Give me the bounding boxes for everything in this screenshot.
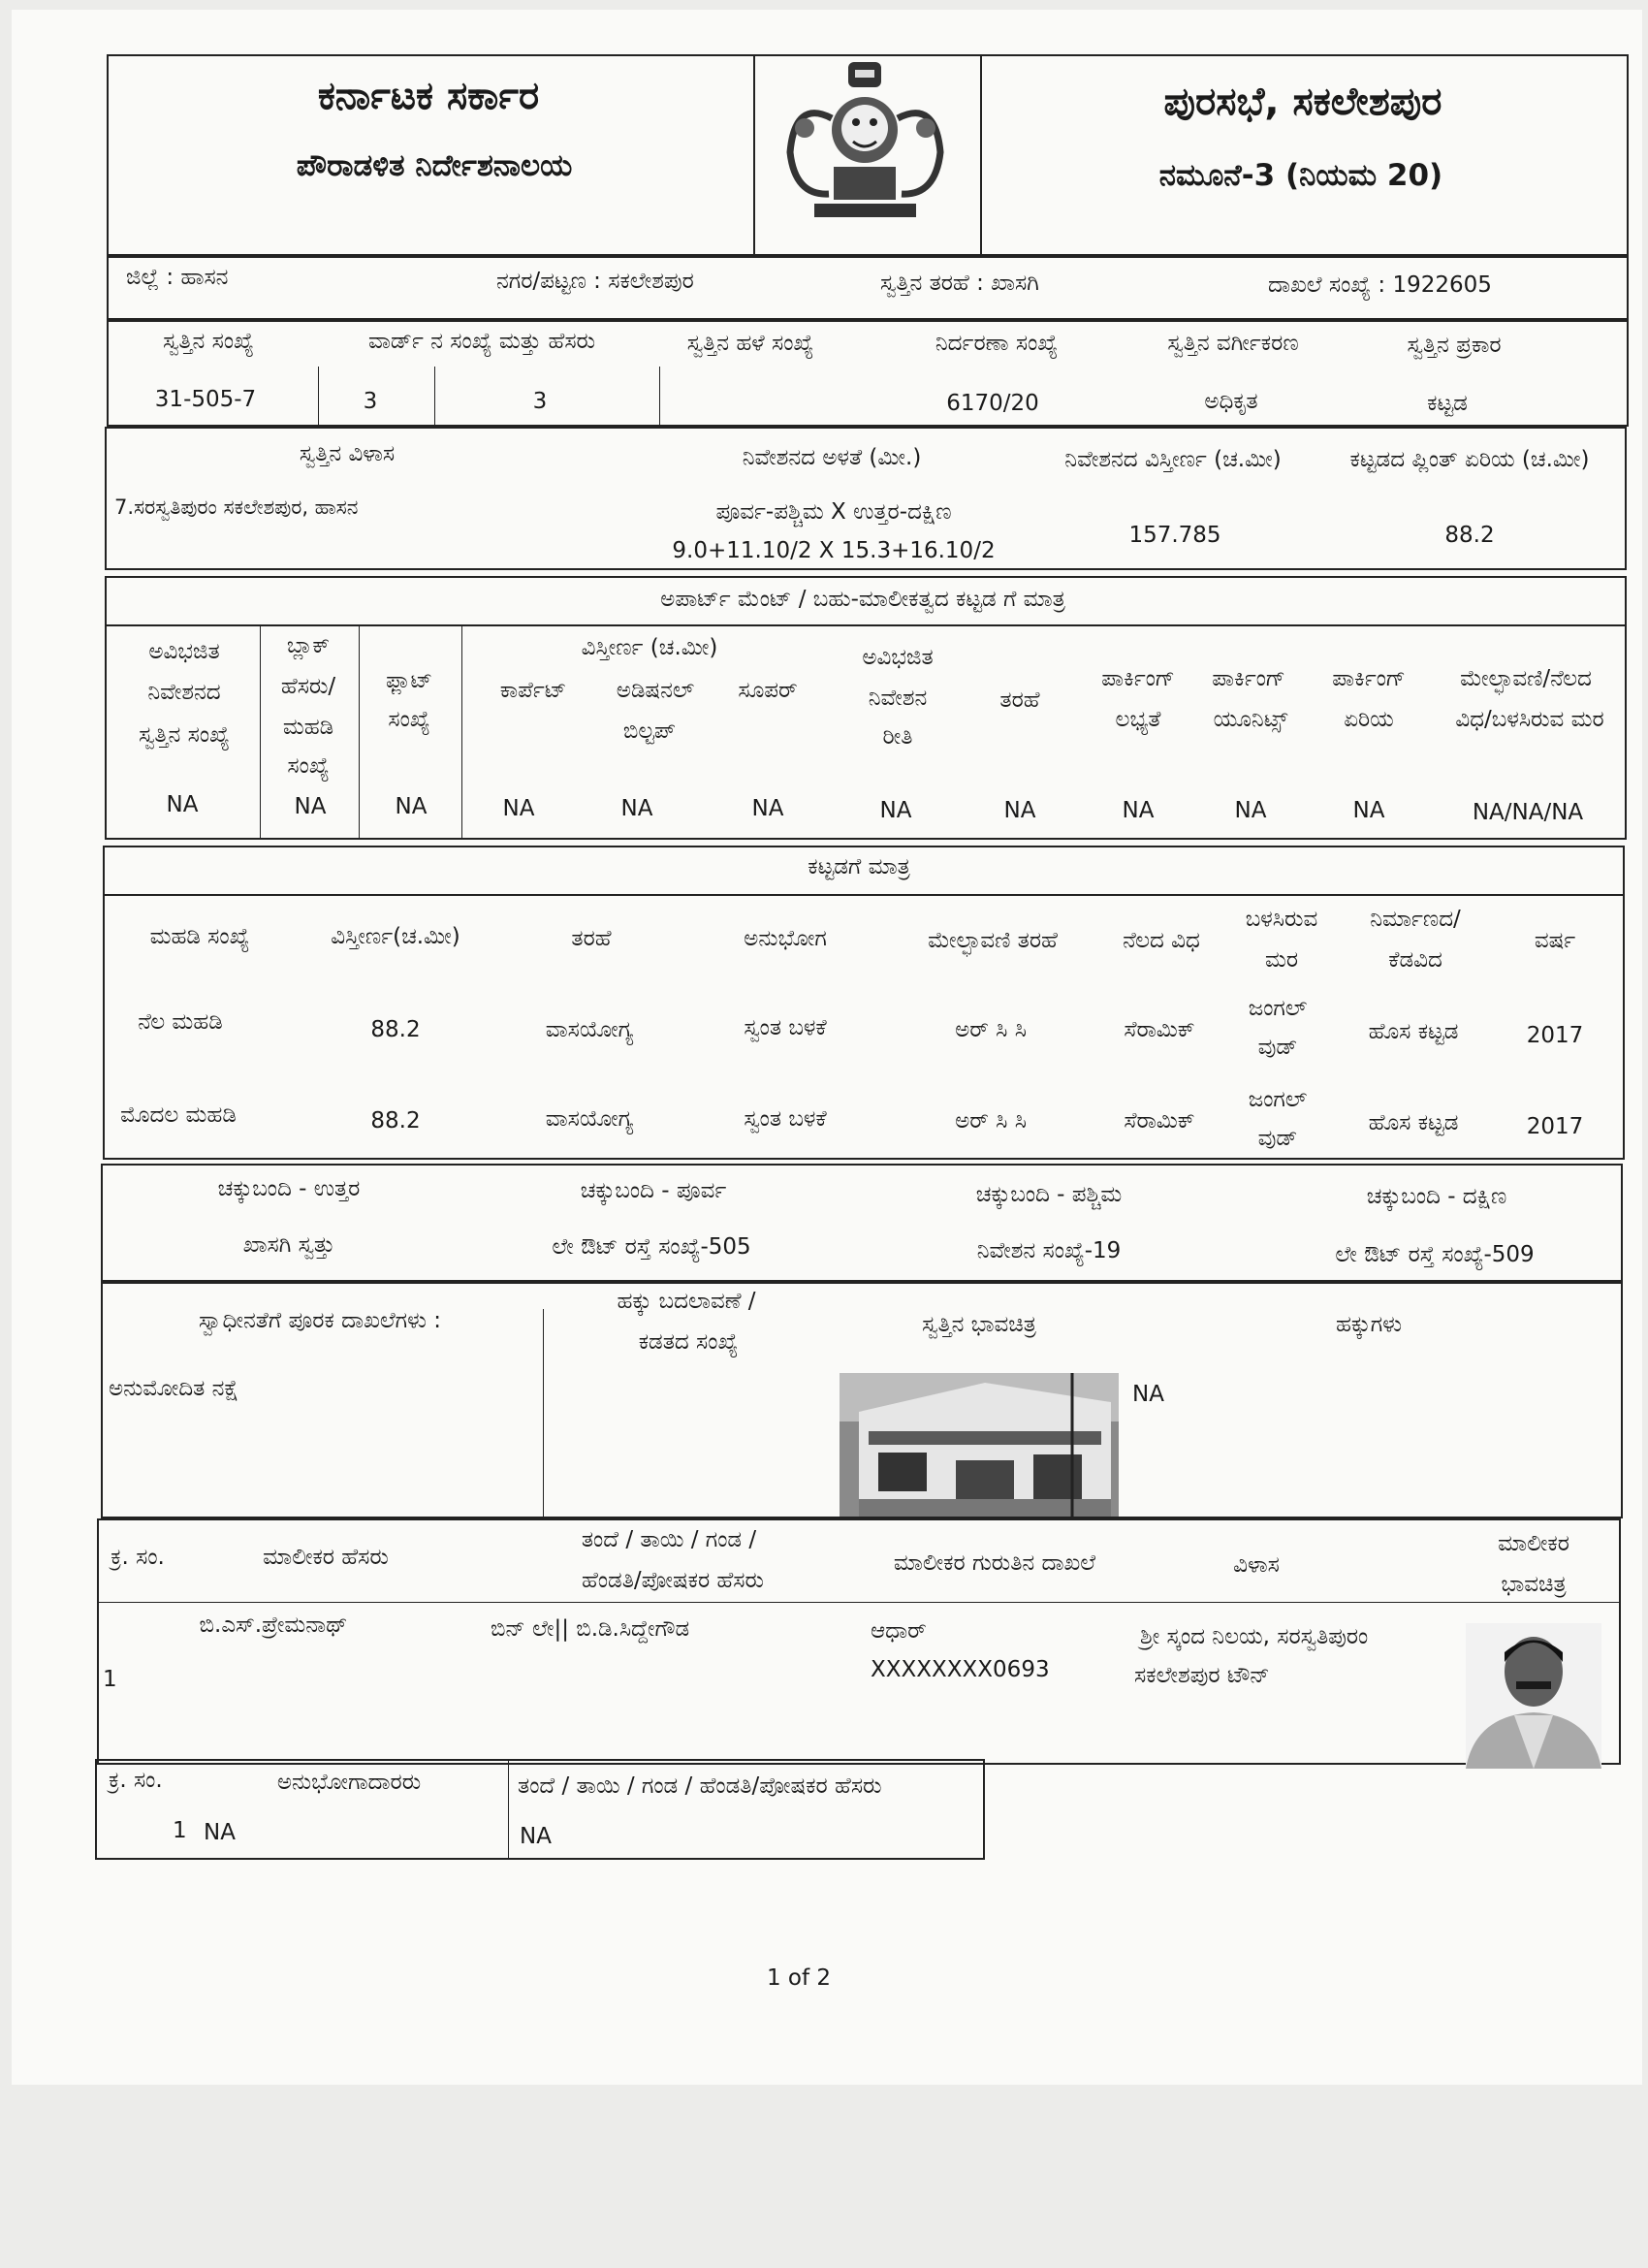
boundary-west: ನಿವೇಶನ ಸಂಖ್ಯೆ-19	[976, 1238, 1122, 1263]
construction-header-line1: ನಿರ್ಮಾಣದ/	[1370, 907, 1461, 932]
floor-2-area: 88.2	[370, 1108, 421, 1134]
apt-value-6: NA	[751, 796, 784, 821]
usage-header: ಅನುಭೋಗ	[744, 926, 827, 951]
floor-2-flooring: ಸೆರಾಮಿಕ್	[1124, 1108, 1195, 1134]
floor-2-wood-line2: ವುಡ್	[1257, 1126, 1298, 1151]
apt-type: ತರಹೆ	[999, 687, 1040, 713]
address-header: ಸ್ವತ್ತಿನ ವಿಳಾಸ	[299, 441, 396, 466]
rights-header: ಹಕ್ಕುಗಳು	[1335, 1312, 1403, 1337]
property-type-field: ಸ್ವತ್ತಿನ ತರಹೆ : ಖಾಸಗಿ	[880, 271, 1039, 296]
owner-address-header: ವಿಳಾಸ	[1233, 1552, 1280, 1578]
floor-1: ನೆಲ ಮಹಡಿ	[138, 1009, 223, 1035]
government-title: ಕರ್ನಾಟಕ ಸರ್ಕಾರ	[317, 74, 540, 118]
assessment-number-header: ನಿರ್ದರಣಾ ಸಂಖ್ಯೆ	[935, 331, 1059, 356]
mutation-header-line1: ಹಕ್ಕು ಬದಲಾವಣೆ /	[617, 1289, 756, 1314]
apt-col2-line1: ಬ್ಲಾಕ್	[286, 633, 331, 658]
ward-header: ವಾರ್ಡ್ ನ ಸಂಖ್ಯೆ ಮತ್ತು ಹೆಸರು	[367, 329, 596, 354]
boundary-north: ಖಾಸಗಿ ಸ್ವತ್ತು	[242, 1232, 335, 1258]
apt-value-11: NA	[1352, 798, 1385, 823]
apt-value-8: NA	[1003, 798, 1036, 823]
apt-col10-line1: ಪಾರ್ಕಿಂಗ್	[1212, 666, 1285, 691]
owner-name: ಬಿ.ಎಸ್.ಪ್ರೇಮನಾಥ್	[199, 1613, 348, 1638]
ward-number: 3	[363, 389, 378, 414]
form-number: ನಮೂನೆ-3 (ನಿಯಮ 20)	[1158, 158, 1443, 193]
plinth-area-value: 88.2	[1444, 523, 1495, 548]
owner-sl: 1	[103, 1667, 117, 1692]
apt-super: ಸೂಪರ್	[738, 678, 798, 703]
apt-value-3: NA	[395, 794, 428, 819]
owner-photo-header-line1: ಮಾಲೀಕರ	[1498, 1531, 1569, 1556]
floor-1-roof: ಅರ್ ಸಿ ಸಿ	[955, 1017, 1027, 1042]
owner-address-line1: ಶ್ರೀ ಸ್ಕಂದ ನಿಲಯ, ಸರಸ್ವತಿಪುರಂ	[1140, 1624, 1369, 1649]
boundary-south-header: ಚಕ್ಕುಬಂದಿ - ದಕ್ಷಿಣ	[1366, 1184, 1507, 1209]
flooring-header: ನೆಲದ ವಿಧ	[1123, 928, 1200, 953]
floor-1-wood-line2: ವುಡ್	[1257, 1035, 1298, 1060]
occupant-name-header: ಅನುಭೋಗಾದಾರರು	[276, 1770, 422, 1795]
floor-1-year: 2017	[1526, 1023, 1584, 1048]
owner-father-header-line2: ಹೆಂಡತಿ/ಪೋಷಕರ ಹೆಸರು	[582, 1568, 764, 1593]
plinth-area-header: ಕಟ್ಟಡದ ಪ್ಲಿಂತ್ ಏರಿಯ (ಚ.ಮೀ)	[1349, 447, 1590, 472]
apt-col10-line2: ಯೂನಿಟ್ಸ್	[1213, 707, 1288, 732]
old-number-header: ಸ್ವತ್ತಿನ ಹಳೆ ಸಂಖ್ಯೆ	[686, 331, 814, 356]
apt-col9-line1: ಪಾರ್ಕಿಂಗ್	[1101, 666, 1175, 691]
apt-col11-line1: ಪಾರ್ಕಿಂಗ್	[1332, 666, 1406, 691]
property-kind-value: ಕಟ್ಟಡ	[1427, 391, 1468, 416]
floor-1-status: ಹೊಸ ಕಟ್ಟಡ	[1368, 1019, 1459, 1044]
assessment-number: 6170/20	[946, 391, 1039, 416]
floor-header: ಮಹಡಿ ಸಂಖ್ಯೆ	[149, 924, 250, 949]
owner-photo	[1466, 1623, 1601, 1769]
ward-name: 3	[532, 389, 548, 414]
apt-area-group: ವಿಸ್ತೀರ್ಣ (ಚ.ಮೀ)	[581, 635, 718, 660]
apt-value-10: NA	[1234, 798, 1267, 823]
boundary-east-header: ಚಕ್ಕುಬಂದಿ - ಪೂರ್ವ	[580, 1178, 727, 1203]
apt-col3-line2: ಸಂಖ್ಯೆ	[388, 707, 430, 732]
boundary-west-header: ಚಕ್ಕುಬಂದಿ - ಪಶ್ಚಿಮ	[975, 1182, 1123, 1207]
wood-header-line2: ಮರ	[1264, 947, 1299, 973]
type-header: ತರಹೆ	[571, 926, 612, 951]
dimension-label: ಪೂರ್ವ-ಪಶ್ಚಿಮ X ಉತ್ತರ-ದಕ್ಷಿಣ	[715, 499, 952, 525]
floor-2-year: 2017	[1526, 1114, 1584, 1139]
owner-id-type: ಆಧಾರ್	[871, 1618, 927, 1644]
apt-value-4: NA	[502, 796, 535, 821]
apt-value-2: NA	[294, 794, 327, 819]
occupant-name: NA	[204, 1820, 236, 1845]
apt-value-12: NA/NA/NA	[1472, 800, 1584, 825]
owner-photo-header-line2: ಭಾವಚಿತ್ರ	[1501, 1572, 1567, 1597]
floor-1-wood-line1: ಜಂಗಲ್	[1248, 996, 1308, 1021]
apt-col2-line3: ಮಹಡಿ	[282, 715, 334, 740]
construction-header-line2: ಕೆಡವಿದ	[1388, 947, 1442, 973]
apt-col2-line4: ಸಂಖ್ಯೆ	[287, 753, 330, 779]
apt-value-9: NA	[1122, 798, 1155, 823]
town-field: ನಗರ/ಪಟ್ಟಣ : ಸಕಲೇಶಪುರ	[496, 269, 694, 294]
floor-1-area: 88.2	[370, 1017, 421, 1042]
municipality-title: ಪುರಸಭೆ, ಸಕಲೇಶಪುರ	[1163, 80, 1442, 124]
apt-value-7: NA	[879, 798, 912, 823]
classification-header: ಸ್ವತ್ತಿನ ವರ್ಗೀಕರಣ	[1167, 331, 1299, 356]
apartment-title: ಅಪಾರ್ಟ್ ಮೆಂಟ್ / ಬಹು-ಮಾಲೀಕತ್ವದ ಕಟ್ಟಡ ಗೆ ಮಾತ್ರ	[660, 587, 1065, 612]
boundary-east: ಲೇ ಔಟ್ ರಸ್ತೆ ಸಂಖ್ಯೆ-505	[552, 1234, 751, 1260]
district-field: ಜಿಲ್ಲೆ : ಹಾಸನ	[126, 265, 229, 290]
owner-address-line2: ಸಕಲೇಶಪುರ ಟೌನ್	[1134, 1663, 1270, 1688]
dimension-header: ನಿವೇಶನದ ಅಳತೆ (ಮೀ.)	[742, 445, 922, 470]
mutation-header-line2: ಕಡತದ ಸಂಖ್ಯೆ	[638, 1329, 739, 1355]
page-number: 1 of 2	[766, 1965, 832, 1991]
apt-col7-line2: ನಿವೇಶನ	[868, 686, 928, 711]
floor-2-usage: ಸ್ವಂತ ಬಳಕೆ	[744, 1106, 827, 1132]
roof-header: ಮೇಲ್ಛಾವಣಿ ತರಹೆ	[928, 928, 1058, 953]
owner-father: ಬಿನ್ ಲೇ|| ಬಿ.ಡಿ.ಸಿದ್ದೇಗೌಡ	[491, 1616, 690, 1642]
karnataka-emblem-icon	[776, 60, 955, 225]
apt-value-1: NA	[166, 792, 199, 817]
directorate-title: ಪೌರಾಡಳಿತ ನಿರ್ದೇಶನಾಲಯ	[296, 148, 573, 183]
occupant-sl: 1	[173, 1818, 187, 1843]
apt-col1-line2: ನಿವೇಶನದ	[147, 680, 221, 705]
occupant-sl-header: ಕ್ರ. ಸಂ.	[109, 1768, 163, 1793]
property-number-header: ಸ್ವತ್ತಿನ ಸಂಖ್ಯೆ	[163, 329, 254, 354]
apt-col1-line3: ಸ್ವತ್ತಿನ ಸಂಖ್ಯೆ	[139, 722, 230, 748]
apt-col12-line2: ವಿಧ/ಬಳಸಿರುವ ಮರ	[1455, 707, 1604, 732]
floor-1-usage: ಸ್ವಂತ ಬಳಕೆ	[744, 1015, 827, 1040]
entry-number-field: ದಾಖಲೆ ಸಂಖ್ಯೆ : 1922605	[1268, 272, 1492, 298]
property-photo-header: ಸ್ವತ್ತಿನ ಭಾವಚಿತ್ರ	[922, 1312, 1036, 1337]
property-photo	[840, 1373, 1119, 1517]
owner-father-header-line1: ತಂದೆ / ತಾಯಿ / ಗಂಡ /	[581, 1527, 757, 1552]
area-header: ವಿಸ್ತೀರ್ಣ(ಚ.ಮೀ)	[331, 924, 460, 949]
floor-1-type: ವಾಸಯೋಗ್ಯ	[545, 1017, 634, 1042]
approved-plan-label: ಅನುಮೋದಿತ ನಕ್ಷೆ	[109, 1376, 239, 1401]
property-address: 7.ಸರಸ್ವತಿಪುರಂ ಸಕಲೇಶಪುರ, ಹಾಸನ	[114, 495, 359, 519]
apt-value-5: NA	[620, 796, 653, 821]
apt-col7-line3: ರೀತಿ	[882, 724, 913, 750]
floor-1-flooring: ಸೆರಾಮಿಕ್	[1124, 1017, 1195, 1042]
floor-2-roof: ಅರ್ ಸಿ ಸಿ	[955, 1108, 1027, 1134]
boundary-south: ಲೇ ಔಟ್ ರಸ್ತೆ ಸಂಖ್ಯೆ-509	[1335, 1242, 1535, 1267]
occupant-father-header: ತಂದೆ / ತಾಯಿ / ಗಂಡ / ಹೆಂಡತಿ/ಪೋಷಕರ ಹೆಸರು	[518, 1773, 882, 1799]
floor-2: ಮೊದಲ ಮಹಡಿ	[120, 1102, 237, 1128]
apt-col7-line1: ಅವಿಭಜಿತ	[862, 645, 934, 670]
wood-header-line1: ಬಳಸಿರುವ	[1245, 907, 1318, 932]
apt-col3-line1: ಫ್ಲಾಟ್	[385, 668, 433, 693]
floor-2-type: ವಾಸಯೋಗ್ಯ	[545, 1106, 634, 1132]
year-header: ವರ್ಷ	[1534, 928, 1576, 953]
apt-col1-line1: ಅವಿಭಜಿತ	[148, 639, 220, 664]
rights-value: NA	[1132, 1382, 1164, 1407]
site-area-value: 157.785	[1128, 523, 1221, 548]
occupant-father: NA	[520, 1824, 552, 1849]
apartment-section	[105, 576, 1627, 840]
owner-id-header: ಮಾಲೀಕರ ಗುರುತಿನ ದಾಖಲೆ	[893, 1550, 1096, 1576]
owner-id-number: XXXXXXXX0693	[871, 1657, 1050, 1682]
apt-col2-line2: ಹೆಸರು/	[280, 674, 336, 699]
apt-carpet: ಕಾರ್ಪೆಟ್	[499, 678, 567, 703]
site-area-header: ನಿವೇಶನದ ವಿಸ್ತೀರ್ಣ (ಚ.ಮೀ)	[1064, 447, 1282, 472]
dimension-value: 9.0+11.10/2 X 15.3+16.10/2	[672, 538, 996, 563]
apt-col12-line1: ಮೇಲ್ಛಾವಣಿ/ನೆಲದ	[1460, 666, 1592, 691]
apt-col11-line2: ಏರಿಯ	[1344, 707, 1394, 732]
apt-additional-line2: ಬಿಲ್ಟಪ್	[622, 719, 677, 744]
property-kind-header: ಸ್ವತ್ತಿನ ಪ್ರಕಾರ	[1407, 333, 1502, 358]
property-table	[107, 320, 1629, 427]
building-title: ಕಟ್ಟಡಗೆ ಮಾತ್ರ	[808, 854, 910, 879]
floor-2-wood-line1: ಜಂಗಲ್	[1248, 1087, 1308, 1112]
owner-name-header: ಮಾಲೀಕರ ಹೆಸರು	[263, 1545, 389, 1570]
property-number: 31-505-7	[154, 387, 257, 412]
floor-2-status: ಹೊಸ ಕಟ್ಟಡ	[1368, 1110, 1459, 1135]
boundary-north-header: ಚಕ್ಕುಬಂದಿ - ಉತ್ತರ	[217, 1176, 361, 1201]
owner-sl-header: ಕ್ರ. ಸಂ.	[111, 1545, 165, 1570]
apt-additional-line1: ಅಡಿಷನಲ್	[616, 678, 695, 703]
documents-header: ಸ್ವಾಧೀನತೆಗೆ ಪೂರಕ ದಾಖಲೆಗಳು :	[199, 1308, 441, 1333]
classification-value: ಅಧಿಕೃತ	[1204, 389, 1258, 414]
apt-col9-line2: ಲಭ್ಯತೆ	[1115, 707, 1161, 732]
